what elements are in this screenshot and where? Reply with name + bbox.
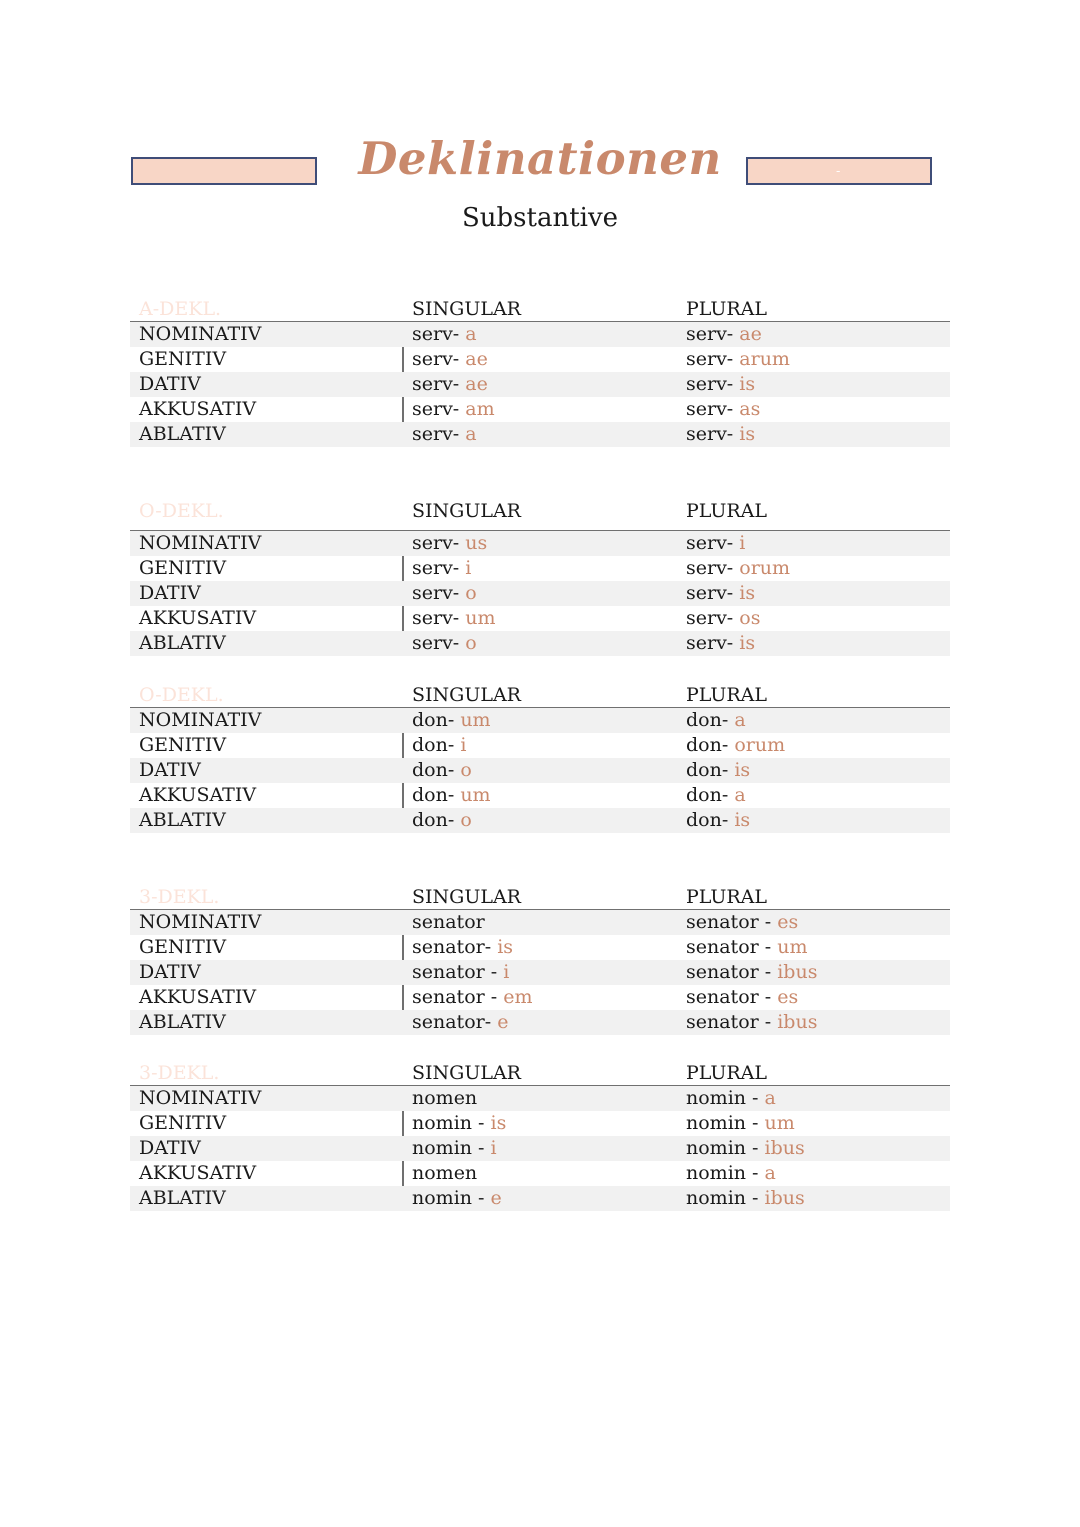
singular-form [412, 323, 477, 346]
table-row [130, 606, 950, 631]
ending: o [460, 759, 472, 781]
singular-form [412, 809, 472, 832]
plural-form [686, 961, 817, 984]
plural-form [686, 557, 790, 580]
plural-form [686, 734, 785, 757]
ending: ae [465, 373, 488, 395]
case-name: DATIV [139, 961, 201, 983]
ending: em [503, 986, 533, 1008]
section-label: A-DEKL. [139, 298, 222, 320]
plural-form [686, 986, 798, 1009]
singular-form [412, 911, 485, 934]
table-row [130, 1111, 950, 1136]
ending: is [490, 1112, 507, 1134]
plural-form [686, 936, 807, 959]
ending: o [465, 582, 477, 604]
stem: serv- [686, 348, 740, 370]
table-row [130, 531, 950, 556]
stem: don- [686, 809, 735, 831]
ending: os [739, 607, 761, 629]
ending: ibus [764, 1137, 805, 1159]
ending: is [739, 373, 756, 395]
stem: serv- [412, 582, 466, 604]
stem: serv- [686, 423, 740, 445]
plural-form [686, 532, 745, 555]
ending: o [465, 632, 477, 654]
ending: i [465, 557, 472, 579]
table-row [130, 1010, 950, 1035]
case-name: NOMINATIV [139, 911, 262, 933]
singular-form [412, 373, 488, 396]
ending: arum [739, 348, 790, 370]
table-header [130, 498, 950, 531]
ending: orum [734, 734, 786, 756]
ending: es [777, 986, 799, 1008]
plural-form [686, 348, 790, 371]
ending: e [497, 1011, 509, 1033]
plural-form [686, 1112, 795, 1135]
stem: nomin - [412, 1112, 491, 1134]
stem: nomin - [412, 1137, 491, 1159]
table-row [130, 935, 950, 960]
ending: um [777, 936, 808, 958]
table-row [130, 1186, 950, 1211]
table-row [130, 347, 950, 372]
ending: um [460, 709, 491, 731]
table-row [130, 631, 950, 656]
singular-header: SINGULAR [412, 886, 521, 908]
ending: ibus [764, 1187, 805, 1209]
ending: as [739, 398, 761, 420]
singular-form [412, 961, 509, 984]
case-name: AKKUSATIV [139, 398, 257, 420]
case-name: ABLATIV [139, 632, 226, 654]
ending: es [777, 911, 799, 933]
case-name: AKKUSATIV [139, 986, 257, 1008]
declension-table-o-don [130, 682, 950, 833]
declension-table-o-serv [130, 498, 950, 656]
stem: serv- [686, 582, 740, 604]
page-subtitle: Substantive [461, 203, 619, 233]
singular-form [412, 607, 496, 630]
stem: don- [412, 809, 461, 831]
case-name: NOMINATIV [139, 1087, 262, 1109]
table-row [130, 397, 950, 422]
singular-form [412, 936, 513, 959]
stem: nomin - [686, 1087, 765, 1109]
stem: serv- [412, 373, 466, 395]
ending: a [764, 1162, 776, 1184]
section-label: 3-DEKL. [139, 886, 220, 908]
case-name: NOMINATIV [139, 709, 262, 731]
ending: i [460, 734, 467, 756]
singular-form [412, 734, 466, 757]
stem: serv- [412, 348, 466, 370]
stem: serv- [412, 532, 466, 554]
singular-form [412, 1011, 508, 1034]
stem: serv- [412, 632, 466, 654]
plural-form [686, 1162, 776, 1185]
stem: don- [686, 709, 735, 731]
ending: a [734, 709, 746, 731]
plural-header: PLURAL [686, 500, 768, 522]
table-row [130, 1136, 950, 1161]
ending: i [503, 961, 510, 983]
section-label: 3-DEKL. [139, 1062, 220, 1084]
stem: nomen [412, 1087, 478, 1109]
plural-header: PLURAL [686, 684, 768, 706]
plural-form [686, 1137, 805, 1160]
singular-header: SINGULAR [412, 684, 521, 706]
singular-form [412, 348, 488, 371]
case-name: ABLATIV [139, 423, 226, 445]
stem: senator - [686, 986, 778, 1008]
plural-form [686, 911, 798, 934]
ending: is [739, 632, 756, 654]
singular-form [412, 986, 532, 1009]
singular-form [412, 398, 495, 421]
page-title: Deklinationen [358, 132, 722, 185]
stem: don- [686, 784, 735, 806]
stem: don- [412, 734, 461, 756]
singular-form [412, 423, 477, 446]
singular-form [412, 557, 471, 580]
ending: am [465, 398, 495, 420]
plural-form [686, 323, 762, 346]
case-name: AKKUSATIV [139, 784, 257, 806]
stem: don- [686, 759, 735, 781]
stem: don- [412, 784, 461, 806]
ending: ae [465, 348, 488, 370]
plural-form [686, 423, 755, 446]
stem: senator - [412, 961, 504, 983]
table-row [130, 708, 950, 733]
plural-header: PLURAL [686, 1062, 768, 1084]
stem: nomin - [686, 1112, 765, 1134]
table-header [130, 1060, 950, 1086]
ending: us [465, 532, 488, 554]
stem: serv- [686, 398, 740, 420]
case-name: ABLATIV [139, 1187, 226, 1209]
stem: senator- [412, 936, 498, 958]
singular-form [412, 709, 491, 732]
case-name: ABLATIV [139, 1011, 226, 1033]
ending: a [734, 784, 746, 806]
singular-form [412, 1187, 502, 1210]
stem: serv- [412, 607, 466, 629]
ending: is [497, 936, 514, 958]
table-header [130, 884, 950, 910]
table-row [130, 985, 950, 1010]
singular-form [412, 759, 472, 782]
plural-form [686, 809, 750, 832]
stem: senator [412, 911, 485, 933]
singular-form [412, 1162, 477, 1185]
decorative-dash: - [836, 164, 841, 178]
table-row [130, 960, 950, 985]
stem: serv- [412, 398, 466, 420]
ending: um [465, 607, 496, 629]
plural-form [686, 373, 755, 396]
singular-form [412, 582, 477, 605]
plural-form [686, 1087, 776, 1110]
ending: e [490, 1187, 502, 1209]
stem: serv- [412, 323, 466, 345]
singular-form [412, 532, 487, 555]
stem: serv- [686, 323, 740, 345]
table-row [130, 1086, 950, 1111]
decorative-box-right [746, 157, 932, 185]
stem: serv- [686, 632, 740, 654]
table-row [130, 581, 950, 606]
plural-form [686, 1187, 805, 1210]
stem: don- [412, 709, 461, 731]
stem: senator - [686, 961, 778, 983]
table-row [130, 322, 950, 347]
case-name: ABLATIV [139, 809, 226, 831]
case-name: DATIV [139, 373, 201, 395]
declension-table-3-senator [130, 884, 950, 1035]
plural-form [686, 398, 760, 421]
singular-header: SINGULAR [412, 1062, 521, 1084]
case-name: DATIV [139, 759, 201, 781]
stem: senator - [686, 1011, 778, 1033]
plural-form [686, 607, 760, 630]
stem: senator- [412, 1011, 498, 1033]
table-header [130, 682, 950, 708]
singular-form [412, 1137, 497, 1160]
section-label: O-DEKL. [139, 684, 224, 706]
ending: is [739, 423, 756, 445]
ending: a [764, 1087, 776, 1109]
ending: a [465, 423, 477, 445]
stem: serv- [686, 373, 740, 395]
case-name: AKKUSATIV [139, 1162, 257, 1184]
table-row [130, 910, 950, 935]
singular-header: SINGULAR [412, 500, 521, 522]
singular-form [412, 784, 491, 807]
stem: nomen [412, 1162, 478, 1184]
stem: nomin - [686, 1137, 765, 1159]
case-name: GENITIV [139, 734, 227, 756]
plural-form [686, 784, 746, 807]
table-row [130, 808, 950, 833]
case-name: GENITIV [139, 348, 227, 370]
ending: i [490, 1137, 497, 1159]
declension-table-3-nomen [130, 1060, 950, 1211]
stem: nomin - [412, 1187, 491, 1209]
plural-form [686, 709, 746, 732]
table-row [130, 1161, 950, 1186]
case-name: AKKUSATIV [139, 607, 257, 629]
plural-form [686, 759, 750, 782]
stem: serv- [686, 532, 740, 554]
stem: nomin - [686, 1187, 765, 1209]
singular-header: SINGULAR [412, 298, 521, 320]
ending: ibus [777, 961, 818, 983]
plural-form [686, 1011, 817, 1034]
stem: nomin - [686, 1162, 765, 1184]
stem: don- [686, 734, 735, 756]
table-row [130, 372, 950, 397]
plural-form [686, 632, 755, 655]
stem: senator - [686, 911, 778, 933]
plural-header: PLURAL [686, 886, 768, 908]
singular-form [412, 1087, 477, 1110]
plural-header: PLURAL [686, 298, 768, 320]
section-label: O-DEKL. [139, 500, 224, 522]
plural-form [686, 582, 755, 605]
ending: um [460, 784, 491, 806]
case-name: GENITIV [139, 557, 227, 579]
ending: is [734, 759, 751, 781]
case-name: NOMINATIV [139, 323, 262, 345]
ending: um [764, 1112, 795, 1134]
case-name: DATIV [139, 1137, 201, 1159]
table-row [130, 556, 950, 581]
singular-form [412, 1112, 506, 1135]
table-row [130, 758, 950, 783]
singular-form [412, 632, 477, 655]
table-row [130, 422, 950, 447]
stem: serv- [686, 607, 740, 629]
stem: serv- [412, 423, 466, 445]
ending: orum [739, 557, 791, 579]
stem: don- [412, 759, 461, 781]
table-row [130, 733, 950, 758]
ending: ae [739, 323, 762, 345]
case-name: GENITIV [139, 1112, 227, 1134]
stem: senator - [686, 936, 778, 958]
ending: is [734, 809, 751, 831]
declension-table-a [130, 296, 950, 447]
ending: is [739, 582, 756, 604]
stem: serv- [412, 557, 466, 579]
table-header [130, 296, 950, 322]
case-name: GENITIV [139, 936, 227, 958]
ending: a [465, 323, 477, 345]
ending: i [739, 532, 746, 554]
ending: o [460, 809, 472, 831]
stem: serv- [686, 557, 740, 579]
table-row [130, 783, 950, 808]
case-name: DATIV [139, 582, 201, 604]
case-name: NOMINATIV [139, 532, 262, 554]
stem: senator - [412, 986, 504, 1008]
ending: ibus [777, 1011, 818, 1033]
